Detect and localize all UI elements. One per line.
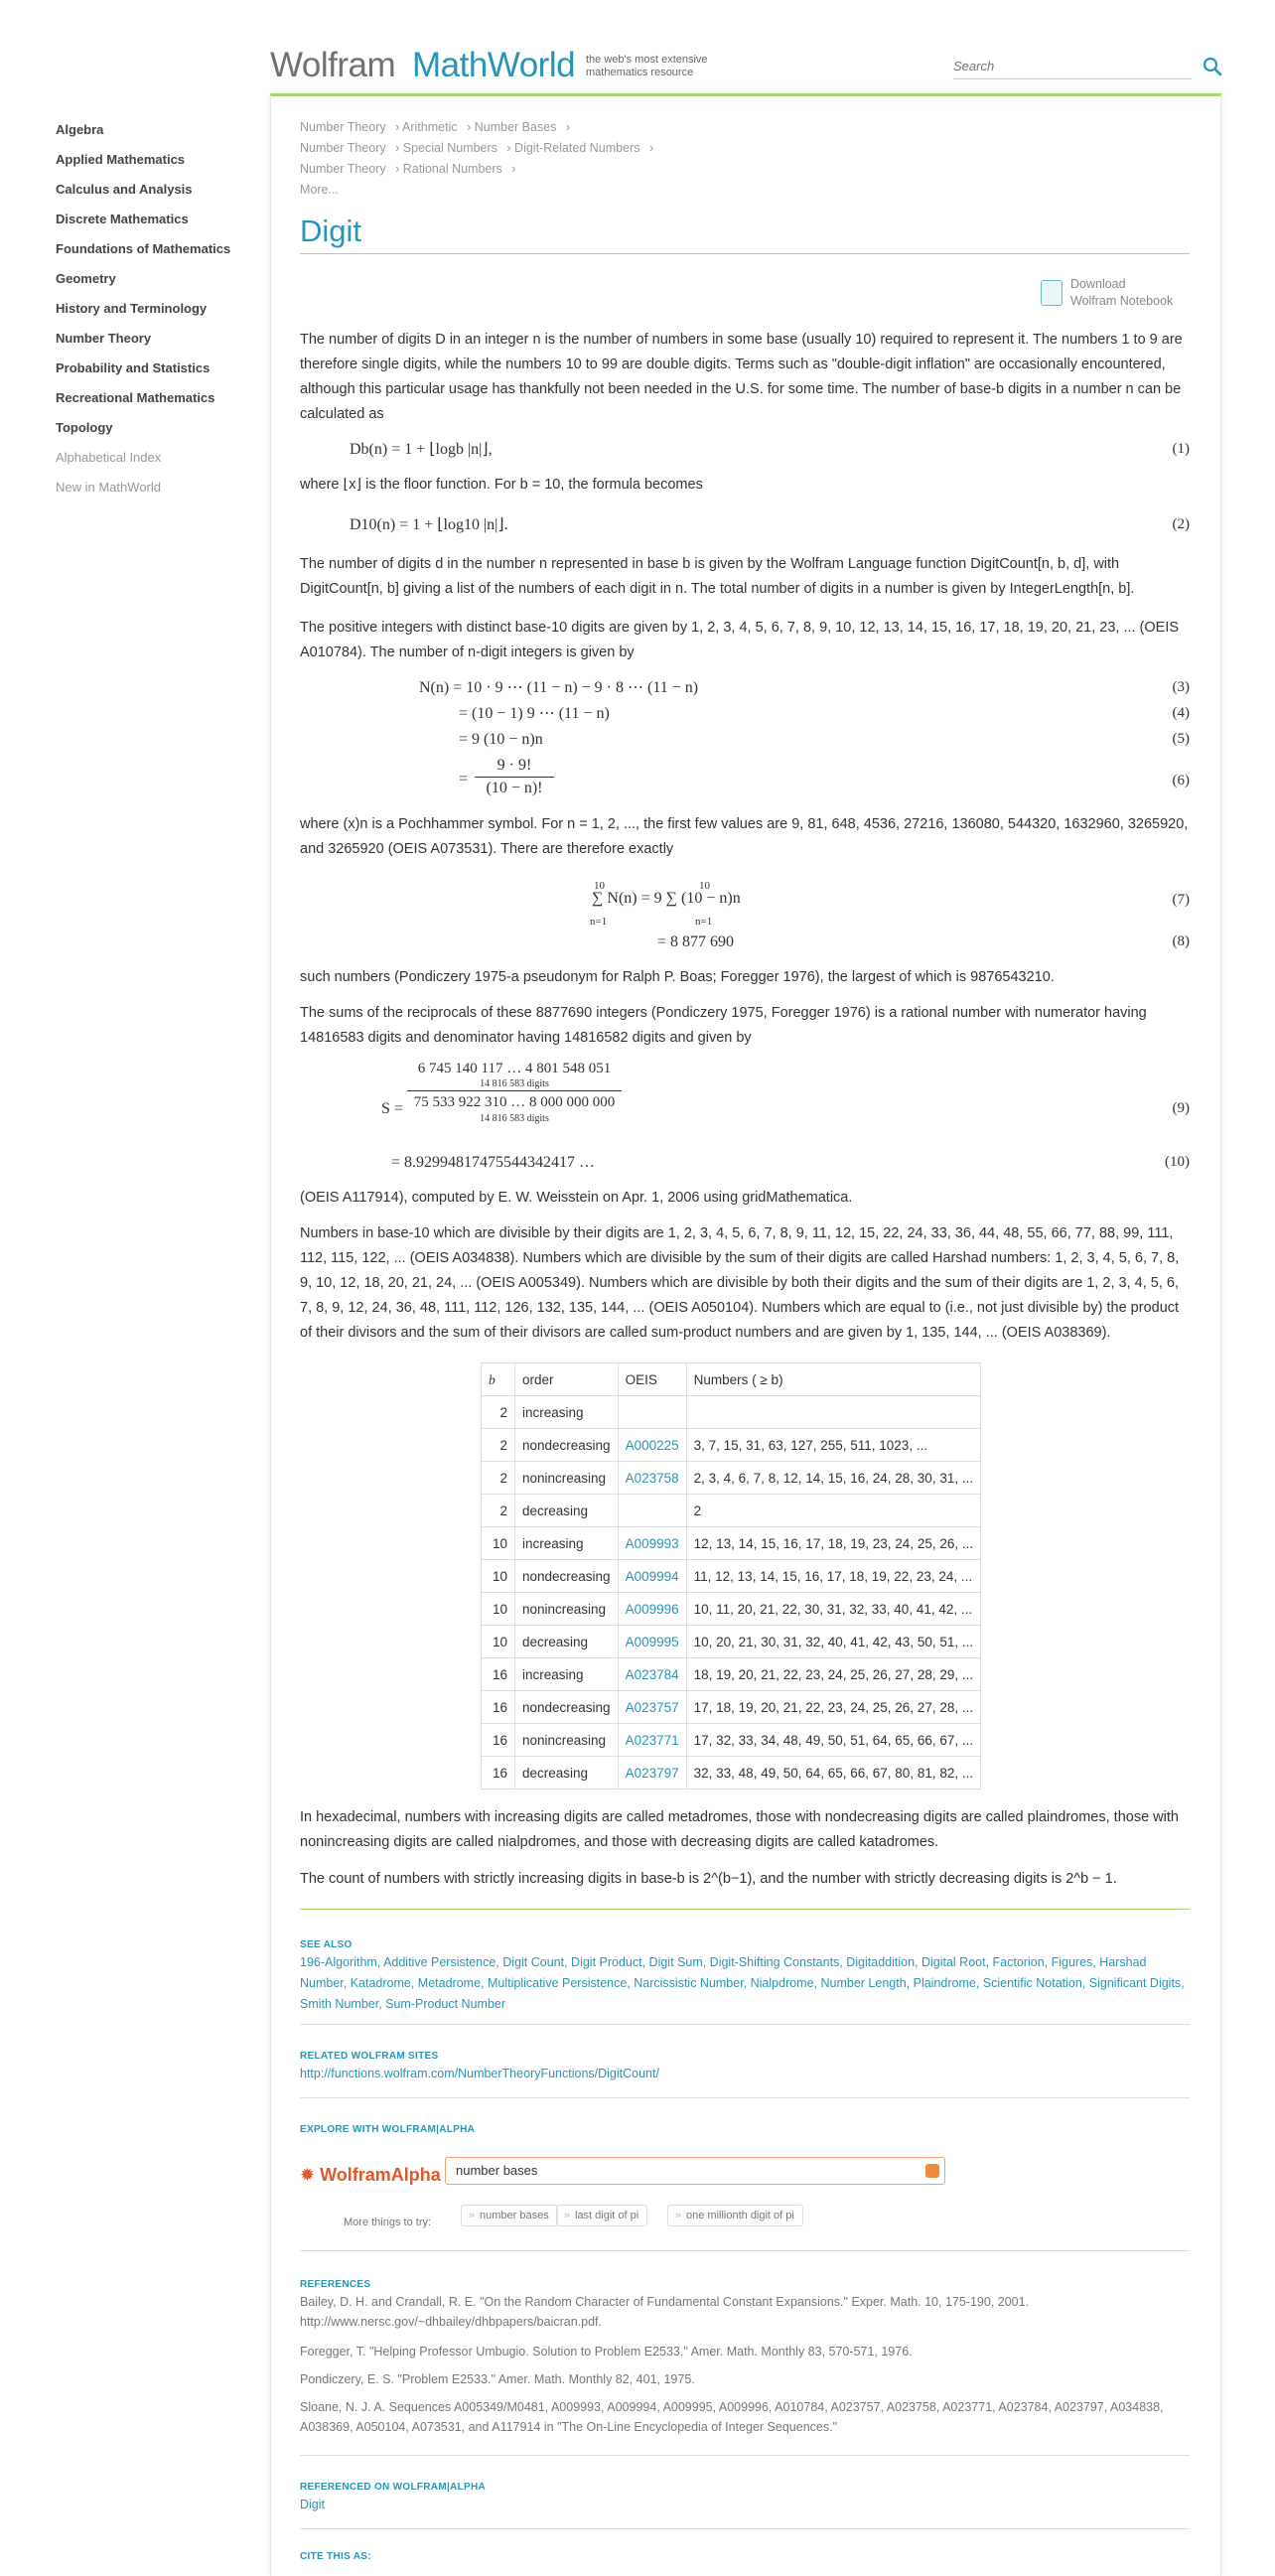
table-cell-oeis[interactable]: A023771 (618, 1724, 686, 1757)
more-things-label: More things to try: (344, 2217, 432, 2228)
try-suggestion[interactable]: » one millionth digit of pi (667, 2205, 803, 2226)
table-cell-base: 10 (482, 1560, 515, 1593)
table-cell-order: increasing (515, 1658, 619, 1691)
table-cell-numbers (686, 1396, 980, 1429)
see-also-heading: SEE ALSO (300, 1939, 353, 1950)
table-cell-order: increasing (515, 1527, 619, 1560)
reference-link[interactable]: http://www.nersc.gov/~dhbailey/dhbpapers/baicran.pdf. (300, 2315, 603, 2329)
table-cell-oeis[interactable]: A000225 (618, 1429, 686, 1462)
paragraph-floor: where ⌊x⌋ is the floor function. For b = 10, the formula becomes (300, 477, 703, 493)
sidebar-item-recreational-mathematics[interactable]: Recreational Mathematics (56, 390, 215, 405)
equation-body: = 8 877 690 (657, 933, 735, 950)
table-header: b (482, 1363, 515, 1396)
table-cell-order: increasing (515, 1396, 619, 1429)
breadcrumb-link[interactable]: Number Theory (300, 162, 386, 176)
referenced-link[interactable]: Digit (300, 2498, 326, 2511)
table-cell-base: 2 (482, 1495, 515, 1527)
table-cell-oeis[interactable]: A009996 (618, 1593, 686, 1626)
breadcrumb-separator: › (511, 162, 516, 176)
table-row (482, 1626, 981, 1658)
wolframalpha-logo-text: WolframAlpha (320, 2165, 441, 2185)
breadcrumb-separator: › (648, 141, 654, 155)
wolframalpha-star-icon: ✹ (300, 2165, 316, 2185)
table-row (482, 1593, 981, 1626)
fraction-denominator: 75 533 922 310 … 8 000 000 000 (413, 1094, 616, 1110)
table-cell-numbers: 2, 3, 4, 6, 7, 8, 12, 14, 15, 16, 24, 28, 30, 31, ... (686, 1462, 980, 1495)
table-cell-base: 10 (482, 1527, 515, 1560)
paragraph-reciprocals: The sums of the reciprocals of these 8877690 integers (Pondiczery 1975, Foregger 1976) is a rational number with numerator having 14816583 digits and denominator having 14816582 digits and given by (300, 1005, 1147, 1046)
breadcrumb-more[interactable]: More... (300, 183, 339, 197)
notebook-icon (1041, 280, 1062, 306)
equation-1 (300, 437, 1190, 465)
table-cell-numbers: 17, 18, 19, 20, 21, 22, 23, 24, 25, 26, 27, 28, ... (686, 1691, 980, 1724)
equation-number: (9) (1172, 1100, 1190, 1116)
denominator-digit-count: 14 816 583 digits (480, 1113, 549, 1124)
table-row (482, 1757, 981, 1789)
equation-number: (8) (1172, 933, 1190, 949)
table-cell-order: decreasing (515, 1757, 619, 1789)
fraction-numerator: 9 · 9! (475, 755, 554, 778)
cite-heading: CITE THIS AS: (300, 2551, 371, 2562)
breadcrumb-separator: › (565, 120, 571, 134)
search-input[interactable] (953, 54, 1182, 77)
logo-mathworld[interactable]: MathWorld (412, 46, 576, 84)
divider (300, 2097, 1190, 2098)
logo-wolfram[interactable]: Wolfram (270, 46, 396, 84)
table-cell-base: 2 (482, 1396, 515, 1429)
equation-number: (3) (1172, 679, 1190, 695)
download-sublabel: Wolfram Notebook (1070, 294, 1174, 308)
table-cell-order: nonincreasing (515, 1593, 619, 1626)
table-cell-numbers: 2 (686, 1495, 980, 1527)
sidebar-item-geometry[interactable]: Geometry (56, 271, 116, 286)
equation-4 (300, 701, 1190, 729)
sidebar-item-applied-mathematics[interactable]: Applied Mathematics (56, 152, 186, 167)
table-cell-order: nondecreasing (515, 1429, 619, 1462)
sidebar-item-alphabetical-index[interactable]: Alphabetical Index (56, 450, 162, 465)
equation-10 (300, 1150, 1190, 1178)
equation-number: (7) (1172, 892, 1190, 908)
breadcrumb-link[interactable]: › Rational Numbers (395, 162, 502, 176)
table-cell-base: 16 (482, 1691, 515, 1724)
table-cell-numbers: 10, 11, 20, 21, 22, 30, 31, 32, 33, 40, 41, 42, ... (686, 1593, 980, 1626)
table-cell-oeis (618, 1396, 686, 1429)
table-cell-base: 10 (482, 1626, 515, 1658)
table-cell-base: 10 (482, 1593, 515, 1626)
equation-number: (2) (1172, 516, 1190, 532)
table-cell-base: 2 (482, 1429, 515, 1462)
site-header (270, 40, 1225, 99)
table-cell-base: 16 (482, 1757, 515, 1789)
sidebar-item-calculus-and-analysis[interactable]: Calculus and Analysis (56, 182, 193, 197)
sidebar-item-history-and-terminology[interactable]: History and Terminology (56, 301, 208, 316)
equation-number: (4) (1172, 705, 1190, 721)
equation-body: ∑ N(n) = 9 ∑ (10 − n)n (592, 890, 741, 907)
article (300, 117, 1190, 2562)
wolframalpha-logo[interactable] (300, 2163, 441, 2188)
divider (300, 2250, 1190, 2251)
table-row (482, 1724, 981, 1757)
table-cell-oeis[interactable]: A009994 (618, 1560, 686, 1593)
table-cell-order: nonincreasing (515, 1724, 619, 1757)
table-cell-numbers: 17, 32, 33, 34, 48, 49, 50, 51, 64, 65, 66, 67, ... (686, 1724, 980, 1757)
references-heading: REFERENCES (300, 2279, 371, 2290)
table-cell-order: decreasing (515, 1626, 619, 1658)
table-cell-oeis[interactable]: A009995 (618, 1626, 686, 1658)
breadcrumb-link[interactable]: › Number Bases (467, 120, 557, 134)
paragraph-count: The count of numbers with strictly increasing digits in base-b is 2^(b−1), and the number with strictly decreasing digits is 2^b − 1. (300, 1871, 1117, 1887)
table-cell-base: 2 (482, 1462, 515, 1495)
reference: Sloane, N. J. A. Sequences A005349/M0481, A009993, A009994, A009995, A009996, A010784, A023757, A023758, A023771, A023784, A023797, A034838, A038369, A050104, A073531, and A117914 in "The On-Line Encyclopedia of Integer Sequences." (300, 2400, 1164, 2434)
breadcrumb (300, 117, 1190, 201)
download-notebook-button[interactable] (1041, 276, 1190, 316)
table-row (482, 1560, 981, 1593)
table-cell-order: nonincreasing (515, 1462, 619, 1495)
try-suggestion[interactable]: » number bases (461, 2205, 558, 2226)
logo-tagline: the web's most extensive mathematics resource (586, 54, 708, 78)
equation-number: (1) (1172, 441, 1190, 457)
numerator-digit-count: 14 816 583 digits (407, 1078, 622, 1091)
digit-order-table (481, 1362, 981, 1789)
breadcrumb-link[interactable]: › Special Numbers (395, 141, 497, 155)
table-header-row (482, 1363, 981, 1396)
table-cell-oeis[interactable]: A023797 (618, 1757, 686, 1789)
search-icon[interactable] (1202, 56, 1223, 77)
divider (300, 2455, 1190, 2456)
table-cell-numbers: 11, 12, 13, 14, 15, 16, 17, 18, 19, 22, 23, 24, ... (686, 1560, 980, 1593)
try-suggestion[interactable]: » last digit of pi (556, 2205, 647, 2226)
table-row (482, 1462, 981, 1495)
sidebar-item-discrete-mathematics[interactable]: Discrete Mathematics (56, 212, 189, 226)
reference: Foregger, T. "Helping Professor Umbugio. Solution to Problem E2533." Amer. Math. Monthly 83, 570-571, 1976. (300, 2345, 913, 2359)
sidebar-item-foundations-of-mathematics[interactable]: Foundations of Mathematics (56, 241, 231, 256)
table-cell-numbers: 18, 19, 20, 21, 22, 23, 24, 25, 26, 27, 28, 29, ... (686, 1658, 980, 1691)
breadcrumb-link[interactable]: Number Theory (300, 120, 386, 134)
sidebar-item-algebra[interactable]: Algebra (56, 122, 104, 137)
equation-number: (5) (1172, 731, 1190, 747)
equation-body: = 9 (10 − n)n (459, 731, 543, 748)
breadcrumb-link[interactable]: Number Theory (300, 141, 386, 155)
divider (300, 2024, 1190, 2025)
table-cell-numbers: 32, 33, 48, 49, 50, 64, 65, 66, 67, 80, 81, 82, ... (686, 1757, 980, 1789)
sidebar (56, 115, 254, 502)
sidebar-item-probability-and-statistics[interactable]: Probability and Statistics (56, 360, 211, 375)
explore-heading: EXPLORE WITH WOLFRAM|ALPHA (300, 2124, 476, 2135)
equation-3 (300, 675, 1190, 703)
reference: Bailey, D. H. and Crandall, R. E. "On the Random Character of Fundamental Constant Expansions." Exper. Math. 10, 175-190, 2001. (300, 2295, 1030, 2309)
equation-body: N(n) = 10 · 9 ⋯ (11 − n) − 9 · 8 ⋯ (11 − n) (419, 679, 699, 696)
breadcrumb-link[interactable]: › Arithmetic (395, 120, 458, 134)
table-cell-numbers: 10, 20, 21, 30, 31, 32, 40, 41, 42, 43, 50, 51, ... (686, 1626, 980, 1658)
table-cell-oeis[interactable]: A023784 (618, 1658, 686, 1691)
table-row (482, 1429, 981, 1462)
equation-9: S = 6 745 140 117 … 4 801 548 051 14 816 583 digits 75 533 922 310 … 8 000 000 000 14 816 583 digits (9) (381, 1061, 1190, 1124)
equation-body: = 8.92994817475544342417 … (391, 1154, 596, 1171)
paragraph-distinct: The positive integers with distinct base-10 digits are given by 1, 2, 3, 4, 5, 6, 7, 8, 9, 10, 12, 13, 14, 15, 16, 17, 18, 19, 20, 21, 23, ... (OEIS A010784). The number of n-digit integers is given by (300, 620, 1180, 660)
sidebar-item-number-theory[interactable]: Number Theory (56, 331, 152, 346)
table-row (482, 1495, 981, 1527)
table-cell-order: decreasing (515, 1495, 619, 1527)
breadcrumb-link[interactable]: › Digit-Related Numbers (506, 141, 640, 155)
equation-body: Db(n) = 1 + ⌊logb |n|⌋, (350, 441, 493, 458)
table-header: Numbers ( ≥ b) (686, 1363, 980, 1396)
sidebar-item-new-in-mathworld[interactable]: New in MathWorld (56, 480, 161, 495)
table-row (482, 1396, 981, 1429)
table-row (482, 1658, 981, 1691)
table-cell-base: 16 (482, 1658, 515, 1691)
sidebar-item-topology[interactable]: Topology (56, 420, 113, 435)
equation-number: (6) (1172, 773, 1190, 788)
search-box (953, 54, 1192, 79)
table-cell-numbers: 12, 13, 14, 15, 16, 17, 18, 19, 23, 24, 25, 26, ... (686, 1527, 980, 1560)
related-site-link[interactable]: http://functions.wolfram.com/NumberTheoryFunctions/DigitCount/ (300, 2067, 659, 2080)
table-cell-order: nondecreasing (515, 1691, 619, 1724)
table-row (482, 1691, 981, 1724)
related-sites-heading: RELATED WOLFRAM SITES (300, 2051, 439, 2062)
paragraph-digitcount: The number of digits d in the number n represented in base b is given by the Wolfram Language function DigitCount[n, b, d], with DigitCount[n, b] giving a list of the numbers of each digit in n. The total number of digits in a number is given by IntegerLength[n, b]. (300, 556, 1135, 597)
equation-7: 10 10 ∑ N(n) = 9 ∑ (10 − n)n n=1 n=1 (7) (590, 880, 1190, 928)
download-label: Download (1070, 277, 1126, 291)
paragraph-oeis: (OEIS A117914), computed by E. W. Weisstein on Apr. 1, 2006 using gridMathematica. (300, 1190, 853, 1206)
paragraph-intro: The number of digits D in an integer n is the number of numbers in some base (usually 10) required to represent it. The numbers 1 to 9 are therefore single digits, while the numbers 10 to 99 are double digits. Terms such as "double-digit inflation" are occasionally encountered, although this particular usage has thankfully not been needed in the U.S. for some time. The number of base-b digits in a number n can be calculated as (300, 332, 1183, 422)
fraction-numerator: 6 745 140 117 … 4 801 548 051 (417, 1061, 612, 1076)
equation-8 (300, 930, 1190, 957)
table-header: OEIS (618, 1363, 686, 1396)
table-cell-order: nondecreasing (515, 1560, 619, 1593)
paragraph-largest: such numbers (Pondiczery 1975-a pseudonym for Ralph P. Boas; Foregger 1976), the largest of which is 9876543210. (300, 969, 1055, 985)
page-title: Digit (300, 218, 1190, 254)
paragraph-pochhammer: where (x)n is a Pochhammer symbol. For n = 1, 2, ..., the first few values are 9, 81, 648, 4536, 27216, 136080, 544320, 1632960, 3265920, and 3265920 (OEIS A073531). There are therefore exactly (300, 816, 1189, 857)
see-also-links[interactable]: 196-Algorithm, Additive Persistence, Digit Count, Digit Product, Digit Sum, Digit-Shifting Constants, Digitaddition, Digital Root, Factorion, Figures, Harshad Number, Katadrome, Metadrome, Multiplicative Persistence, Narcissistic Number, Nialpdrome, Number Length, Plaindrome, Scientific Notation, Significant Digits, Smith Number, Sum-Product Number (300, 1955, 1185, 2011)
table-cell-oeis[interactable]: A009993 (618, 1527, 686, 1560)
reference: Pondiczery, E. S. "Problem E2533." Amer. Math. Monthly 82, 401, 1975. (300, 2372, 695, 2386)
table-row (482, 1527, 981, 1560)
equation-6: = $\frac{9 \cdot 9!}{(10 - n)!}$ (6) (300, 755, 1190, 804)
referenced-heading: REFERENCED ON WOLFRAM|ALPHA (300, 2482, 487, 2493)
equation-2 (300, 512, 1190, 540)
wolframalpha-query-input[interactable]: number bases (445, 2157, 945, 2185)
divider (300, 1909, 1190, 1910)
table-header: order (515, 1363, 619, 1396)
equation-body: D10(n) = 1 + ⌊log10 |n|⌋. (350, 516, 508, 533)
table-cell-base: 16 (482, 1724, 515, 1757)
equation-body: = (10 − 1) 9 ⋯ (11 − n) (459, 705, 610, 722)
fraction-denominator: (10 − n)! (486, 780, 543, 796)
paragraph-hexadecimal: In hexadecimal, numbers with increasing digits are called metadromes, those with nondecreasing digits are called plaindromes, those with nonincreasing digits are called nialpdromes, and those with decreasing digits are called katadromes. (300, 1809, 1179, 1850)
table-cell-oeis[interactable]: A023758 (618, 1462, 686, 1495)
paragraph-divisible: Numbers in base-10 which are divisible by their digits are 1, 2, 3, 4, 5, 6, 7, 8, 9, 11, 12, 15, 22, 24, 33, 36, 44, 48, 55, 66, 77, 88, 99, 111, 112, 115, 122, ... (OEIS A034838). Numbers which are divisible by the sum of their digits are called Harshad numbers: 1, 2, 3, 4, 5, 6, 7, 8, 9, 10, 12, 18, 20, 21, 24, ... (OEIS A005349). Numbers which are divisible by both their digits and the sum of their digits are 1, 2, 3, 4, 5, 6, 7, 8, 9, 12, 24, 36, 48, 111, 112, 126, 132, 135, 144, ... (OEIS A050104). Numbers which are equal to (i.e., not just divisible by) the product of their divisors and the sum of their divisors are called sum-product numbers and are given by 1, 135, 144, ... (OEIS A038369). (300, 1225, 1180, 1341)
table-cell-numbers: 3, 7, 15, 31, 63, 127, 255, 511, 1023, ... (686, 1429, 980, 1462)
divider (300, 2528, 1190, 2529)
equation-5 (300, 727, 1190, 755)
equation-number: (10) (1165, 1154, 1190, 1170)
table-cell-oeis (618, 1495, 686, 1527)
table-cell-oeis[interactable]: A023757 (618, 1691, 686, 1724)
wolframalpha-submit-button[interactable] (925, 2164, 939, 2178)
